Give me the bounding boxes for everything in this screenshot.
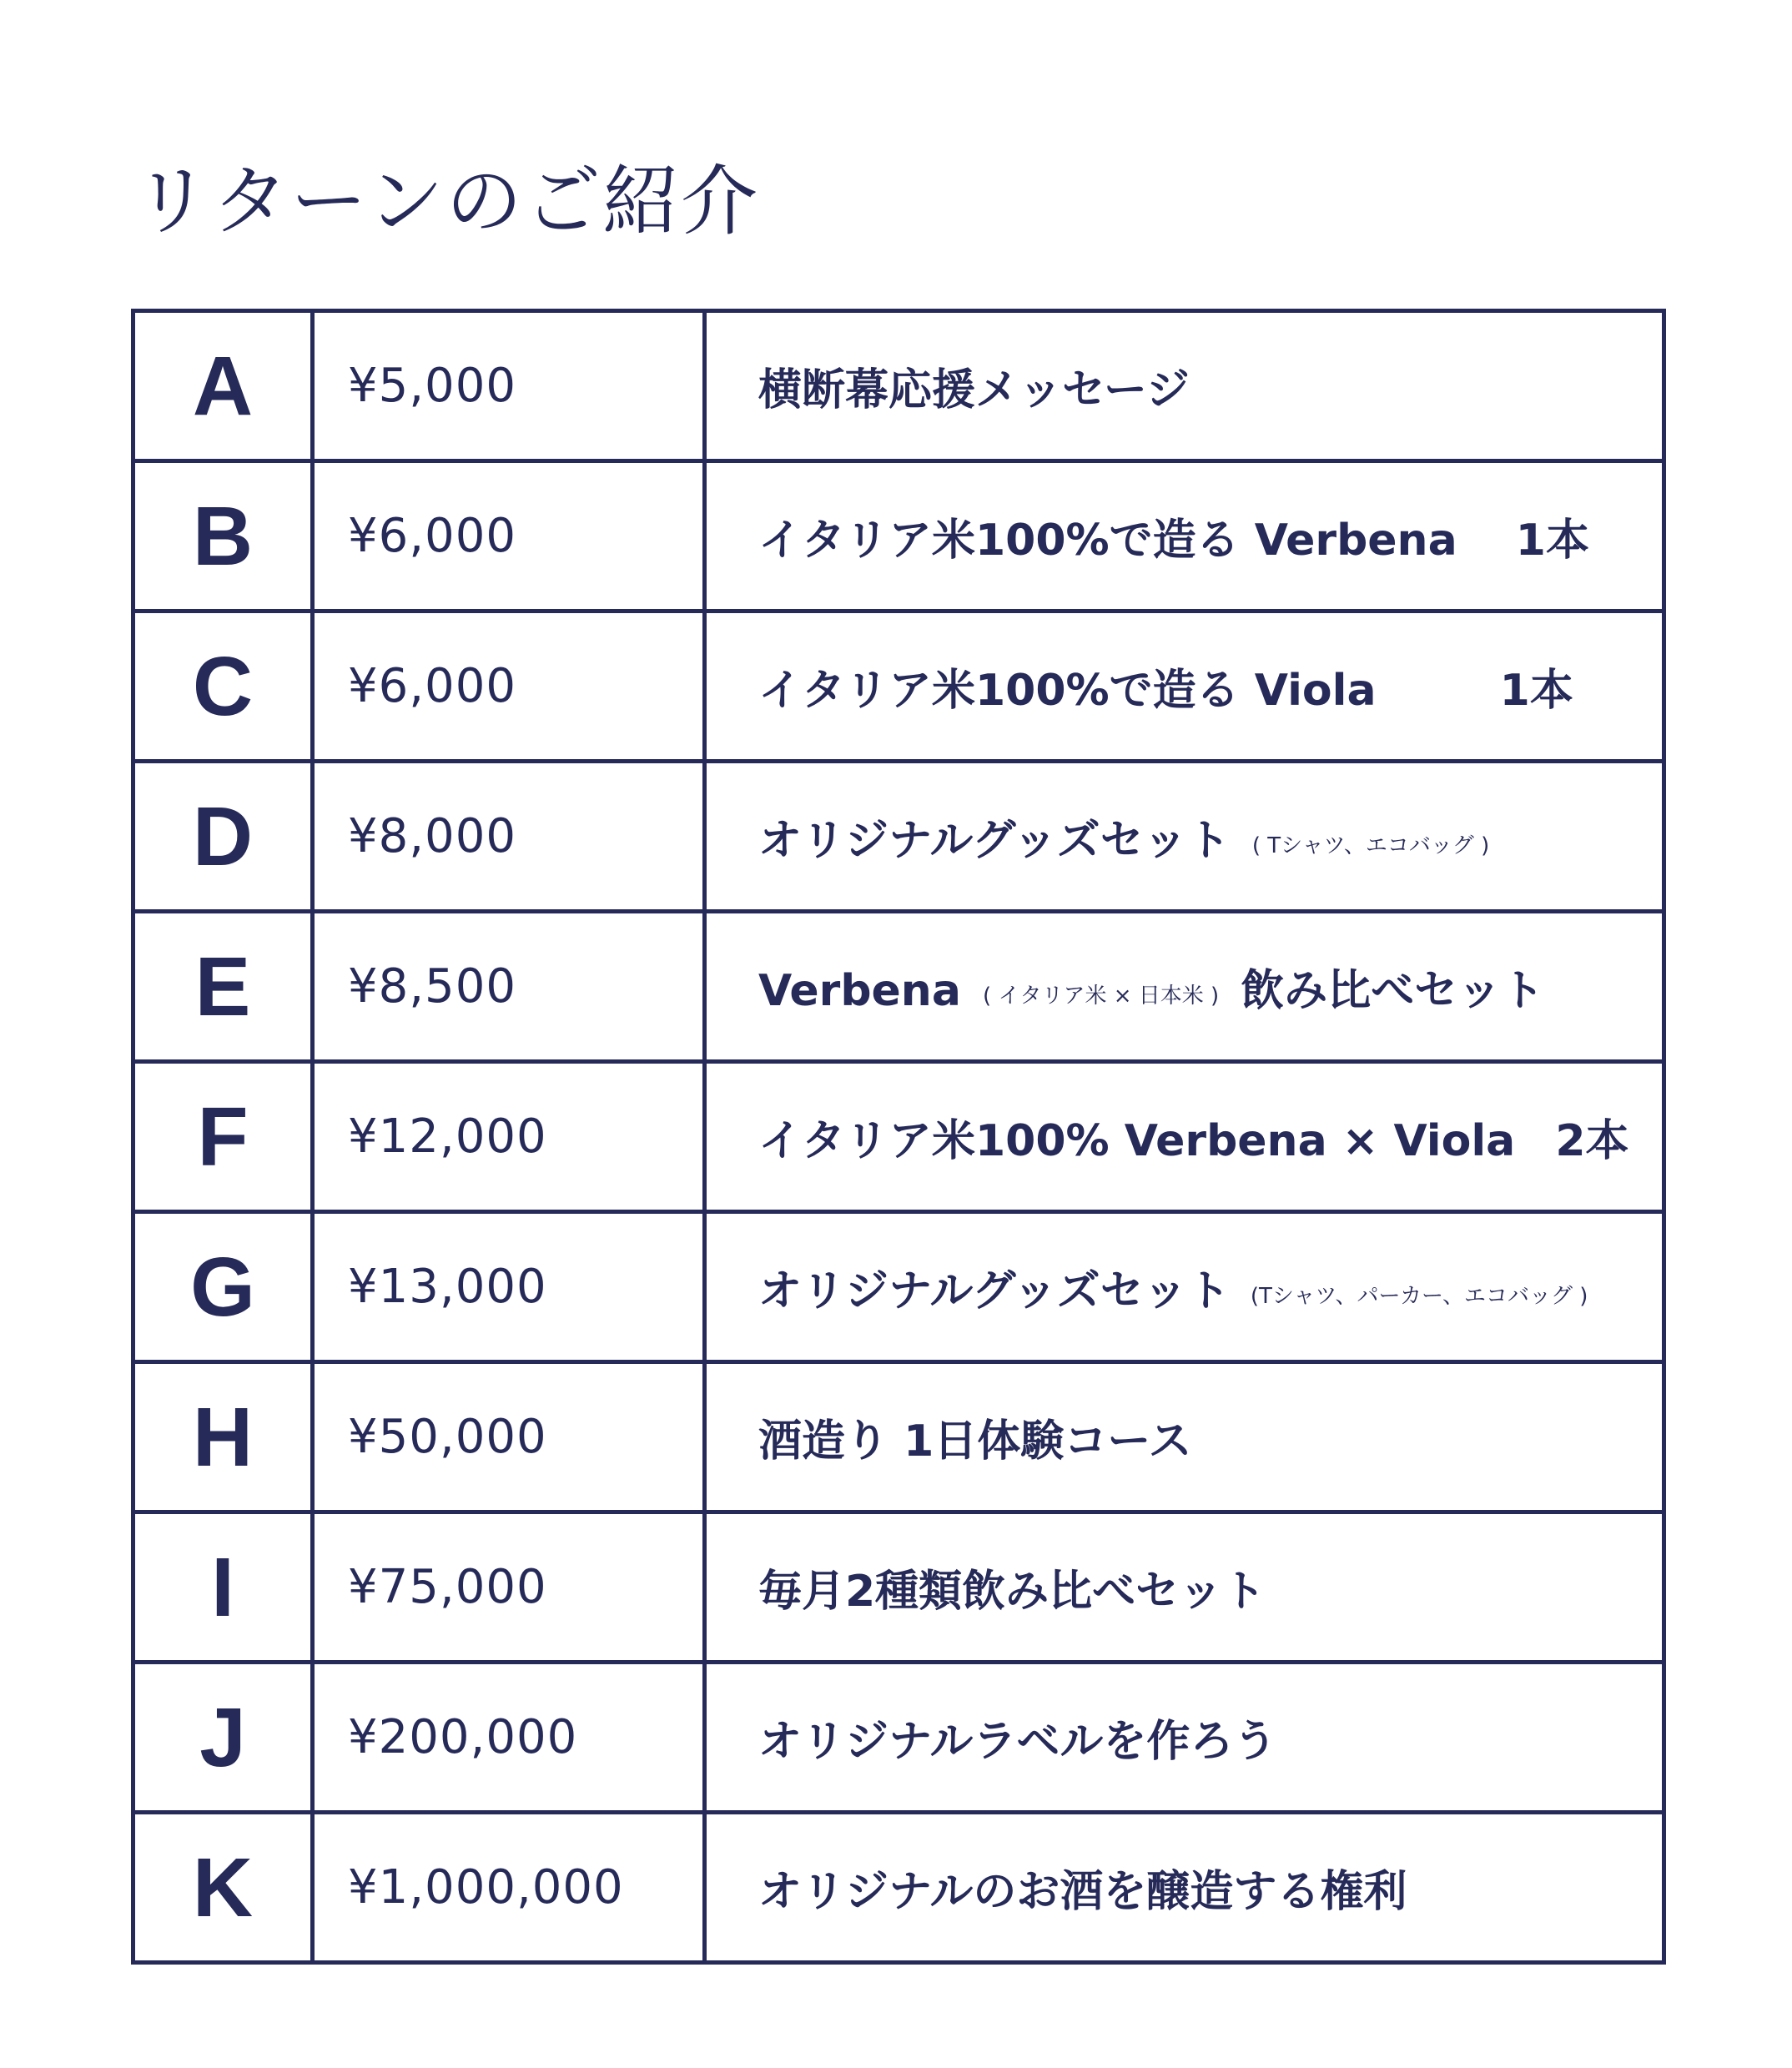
reward-letter: E — [133, 912, 313, 1062]
reward-quantity: 1本 — [1515, 516, 1589, 566]
table-row — [133, 912, 1664, 1062]
table-row — [133, 1212, 1664, 1362]
reward-description-text: 毎月2種類飲み比べセット — [758, 1567, 1266, 1617]
reward-letter: I — [133, 1512, 313, 1663]
reward-description — [705, 1813, 1664, 1963]
reward-letter: J — [133, 1663, 313, 1813]
reward-description — [705, 1663, 1664, 1813]
reward-letter: B — [133, 461, 313, 611]
table-row — [133, 1663, 1664, 1813]
reward-price: ¥8,000 — [313, 762, 705, 912]
reward-price: ¥8,500 — [313, 912, 705, 1062]
reward-description-text: オリジナルラベルを作ろう — [758, 1717, 1277, 1767]
reward-price: ¥5,000 — [313, 311, 705, 461]
reward-note: ( Tシャツ、エコバッグ ) — [1251, 833, 1490, 858]
reward-description-text: オリジナルのお酒を醸造する権利 — [758, 1867, 1407, 1917]
reward-description — [705, 311, 1664, 461]
rewards-table — [131, 309, 1666, 1965]
page-title: リターンのご紹介 — [133, 157, 760, 246]
reward-quantity: 1本 — [1499, 666, 1573, 716]
reward-description-suffix: 飲み比べセット — [1241, 966, 1545, 1016]
reward-description-text: オリジナルグッズセット — [758, 816, 1231, 866]
reward-quantity: 2本 — [1555, 1116, 1629, 1166]
reward-description — [705, 1362, 1664, 1512]
reward-letter: K — [133, 1813, 313, 1963]
reward-description-text: オリジナルグッズセット — [758, 1266, 1231, 1316]
reward-price: ¥6,000 — [313, 461, 705, 611]
reward-description — [705, 1212, 1664, 1362]
reward-price: ¥13,000 — [313, 1212, 705, 1362]
reward-price: ¥50,000 — [313, 1362, 705, 1512]
table-row — [133, 1813, 1664, 1963]
reward-description — [705, 1062, 1664, 1212]
reward-description — [705, 611, 1664, 762]
reward-description-text: イタリア米100%で造る Viola — [758, 666, 1377, 716]
reward-description-text: イタリア米100% Verbena × Viola — [758, 1116, 1516, 1166]
reward-letter: H — [133, 1362, 313, 1512]
reward-letter: C — [133, 611, 313, 762]
reward-note: ( イタリア米 × 日本米 ) — [983, 983, 1220, 1009]
reward-description — [705, 912, 1664, 1062]
reward-description-text: Verbena — [758, 966, 961, 1016]
table-row — [133, 311, 1664, 461]
reward-description-text: 酒造り 1日体験コース — [758, 1416, 1192, 1467]
table-row — [133, 1062, 1664, 1212]
table-row — [133, 611, 1664, 762]
reward-description-text: イタリア米100%で造る Verbena — [758, 516, 1457, 566]
reward-description — [705, 1512, 1664, 1663]
reward-description — [705, 762, 1664, 912]
reward-letter: A — [133, 311, 313, 461]
reward-price: ¥200,000 — [313, 1663, 705, 1813]
reward-price: ¥75,000 — [313, 1512, 705, 1663]
reward-price: ¥12,000 — [313, 1062, 705, 1212]
reward-letter: F — [133, 1062, 313, 1212]
table-row — [133, 762, 1664, 912]
table-row — [133, 461, 1664, 611]
table-row — [133, 1362, 1664, 1512]
table-row — [133, 1512, 1664, 1663]
reward-letter: G — [133, 1212, 313, 1362]
reward-price: ¥6,000 — [313, 611, 705, 762]
reward-description-text: 横断幕応援メッセージ — [758, 365, 1190, 415]
reward-letter: D — [133, 762, 313, 912]
reward-description — [705, 461, 1664, 611]
reward-price: ¥1,000,000 — [313, 1813, 705, 1963]
reward-note: (Tシャツ、パーカー、エコバッグ ) — [1250, 1283, 1588, 1309]
